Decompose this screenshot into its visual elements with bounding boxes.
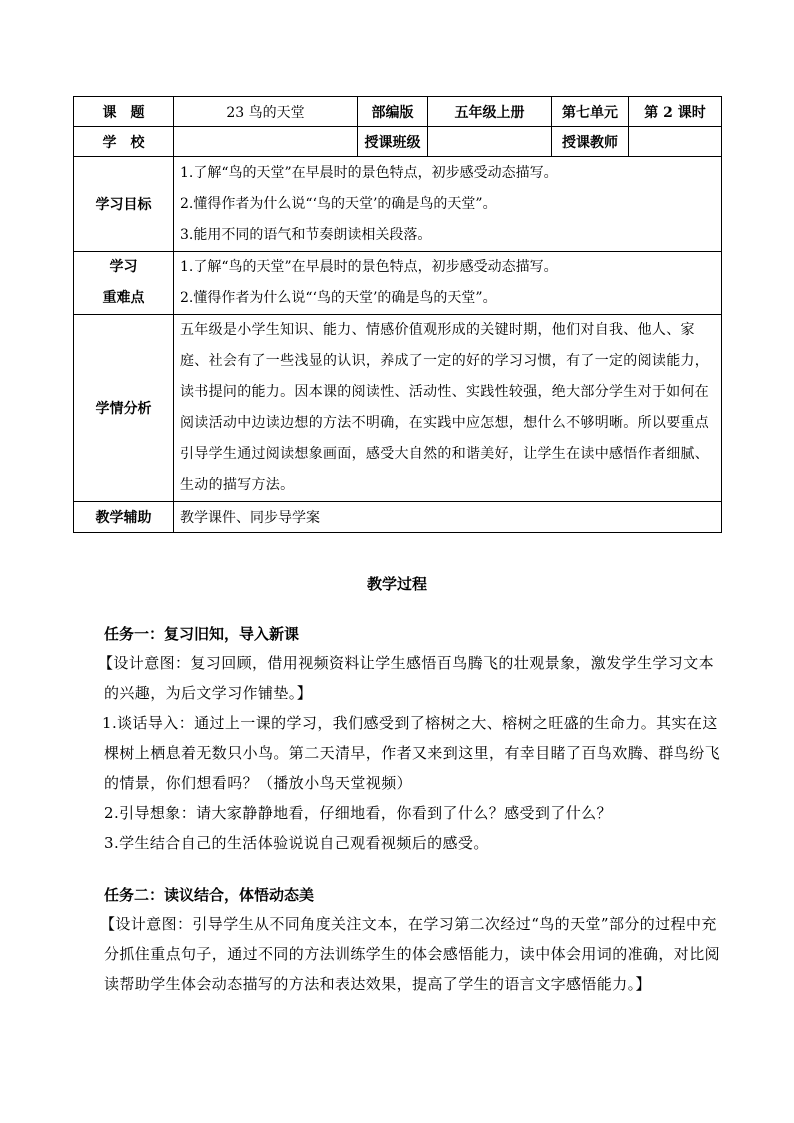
analysis-row: [74, 315, 722, 502]
key-point-item: 1.了解“鸟的天堂”在早晨时的景色特点，初步感受动态描写。: [180, 259, 558, 275]
lesson-info-table: [73, 96, 722, 533]
task1-title: 任务一：复习旧知，导入新课: [104, 625, 300, 643]
process-title: 教学过程: [366, 575, 427, 593]
goals-label: 学习目标: [74, 157, 174, 252]
task2-title: 任务二：读议结合，体悟动态美: [104, 886, 315, 904]
teacher-label: 授课教师: [552, 127, 629, 157]
task1-step: 2.引导想象：请大家静静地看，仔细地看，你看到了什么？感受到了什么？: [104, 804, 612, 822]
goal-item: 3.能用不同的语气和节奏朗读相关段落。: [180, 226, 432, 243]
task2-intent: 【设计意图：引导学生从不同角度关注文本，在学习第二次经过“鸟的天堂”部分的过程中充分抓住重点句子，通过不同的方法训练学生的体会感悟能力，读中体会用词的准确，对比阅读帮助学生体会动态描写的方法和表达效果，提高了学生的语言文字感悟能力。】: [100, 915, 721, 993]
goals-row: [74, 157, 722, 252]
goal-item: 1.了解“鸟的天堂”在早晨时的景色特点，初步感受动态描写。: [180, 164, 558, 181]
task2-section: [100, 881, 724, 999]
goal-item: 2.懂得作者为什么说“‘鸟的天堂’的确是鸟的天堂”。: [180, 195, 497, 212]
key-points-content: [174, 252, 722, 315]
aids-value: 教学课件、同步导学案: [174, 502, 722, 533]
task1-section: [98, 620, 724, 858]
unit-cell: 第七单元: [552, 97, 629, 127]
key-points-label-line1: 学习: [109, 259, 138, 275]
teacher-value: [629, 127, 722, 157]
key-points-row: [74, 252, 722, 315]
analysis-label: 学情分析: [74, 315, 174, 502]
task1-step: 3.学生结合自己的生活体验说说自己观看视频后的感受。: [104, 834, 489, 852]
school-label: 学 校: [74, 127, 174, 157]
analysis-content: 五年级是小学生知识、能力、情感价值观形成的关键时期，他们对自我、他人、家庭、社会有了一些浅显的认识，养成了一定的好的学习习惯，有了一定的阅读能力，读书提问的能力。因本课的阅读性、活动性、实践性较强，绝大部分学生对于如何在阅读活动中边读边想的方法不明确，在实践中应怎想，想什么不够明晰。所以要重点引导学生通过阅读想象画面，感受大自然的和谐美好，让学生在读中感悟作者细腻、生动的描写方法。: [174, 315, 722, 502]
class-label: 授课班级: [358, 127, 428, 157]
key-points-label-line2: 重难点: [102, 290, 145, 306]
aids-label: 教学辅助: [74, 502, 174, 533]
key-points-label: [74, 252, 174, 315]
edition-cell: 部编版: [358, 97, 428, 127]
school-row: [74, 127, 722, 157]
period-cell: 第 2 课时: [629, 97, 722, 127]
school-value: [174, 127, 358, 157]
key-point-item: 2.懂得作者为什么说“‘鸟的天堂’的确是鸟的天堂”。: [180, 290, 497, 306]
lesson-title-row: [74, 97, 722, 127]
lesson-label: 课 题: [74, 97, 174, 127]
goals-content: [174, 157, 722, 252]
class-value: [428, 127, 552, 157]
task1-step: 1.谈话导入：通过上一课的学习，我们感受到了榕树之大、榕树之旺盛的生命力。其实在这棵树上栖息着无数只小鸟。第二天清早，作者又来到这里，有幸目睹了百鸟欢腾、群鸟纷飞的情景，你们想看吗？（播放小鸟天堂视频）: [102, 714, 721, 792]
task1-intent: 【设计意图：复习回顾，借用视频资料让学生感悟百鸟腾飞的壮观景象，激发学生学习文本的兴趣，为后文学习作铺垫。】: [98, 654, 715, 702]
lesson-name: 23 鸟的天堂: [174, 97, 358, 127]
aids-row: [74, 502, 722, 533]
grade-cell: 五年级上册: [428, 97, 552, 127]
